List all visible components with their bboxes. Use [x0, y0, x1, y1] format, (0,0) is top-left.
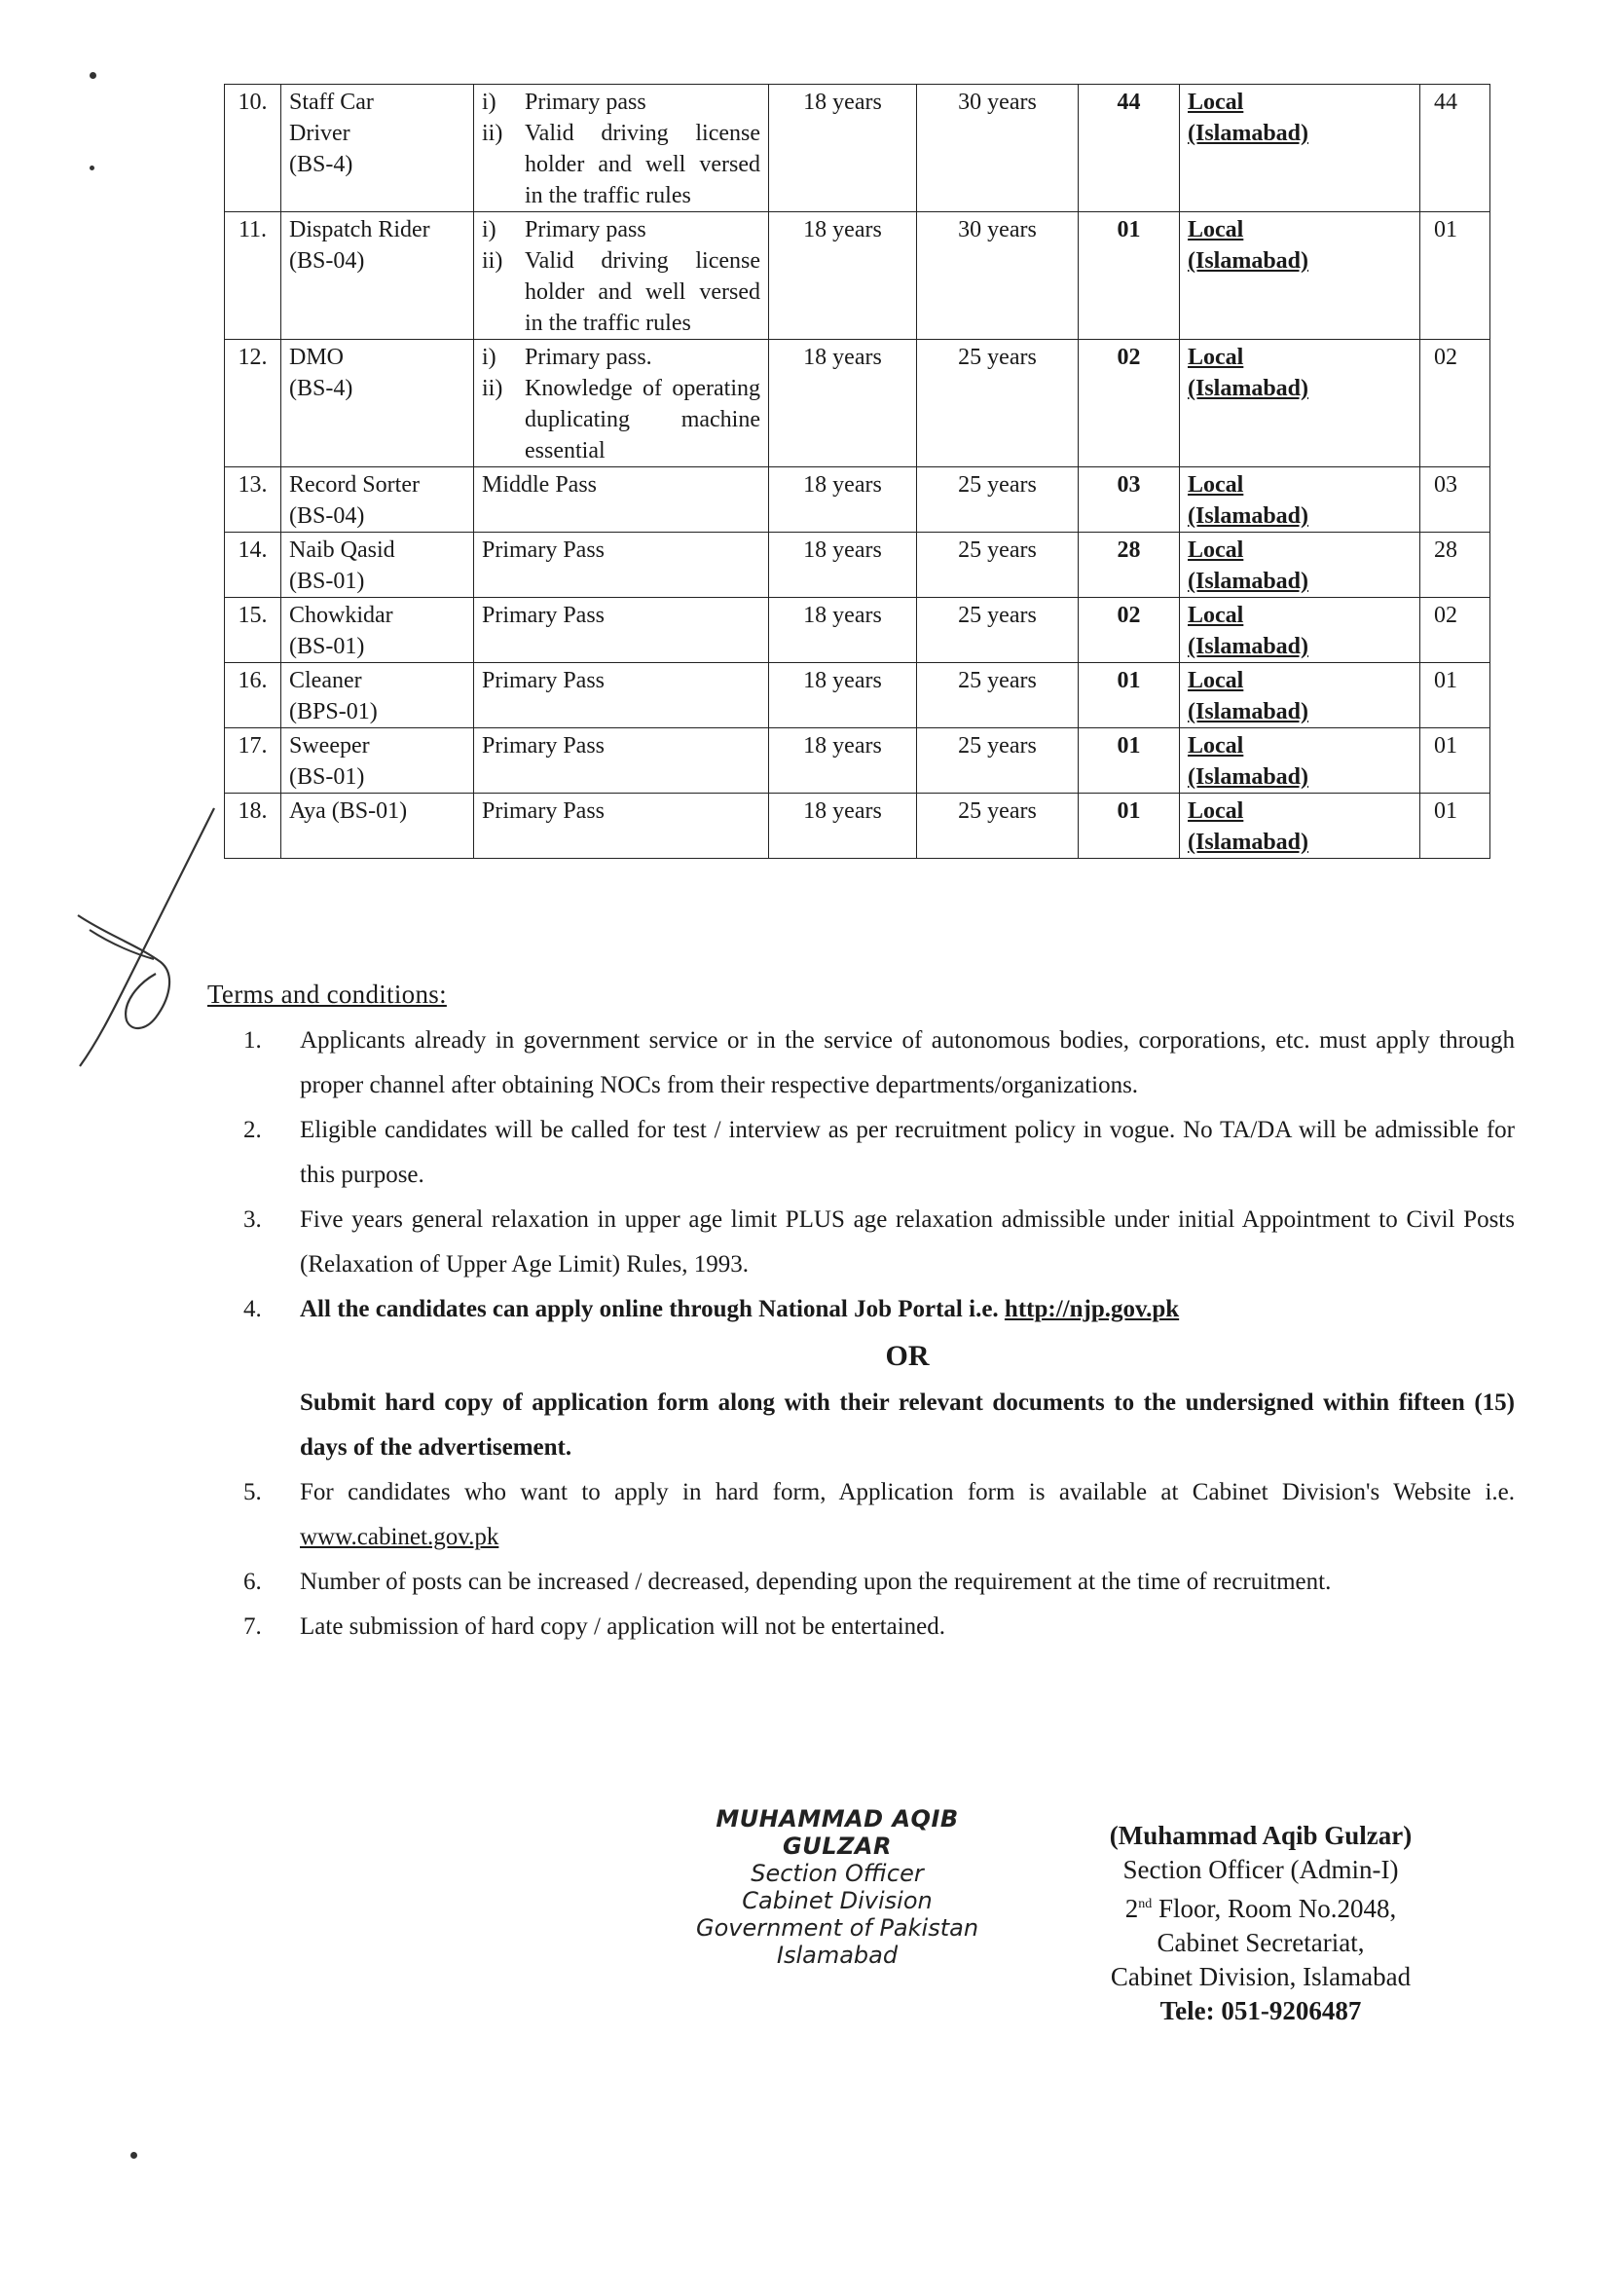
domicile	[1180, 598, 1420, 663]
domicile-city: (Islamabad)	[1188, 699, 1309, 724]
post-name-line: (BS-04)	[289, 248, 365, 274]
number-of-posts: 02	[1079, 598, 1180, 663]
qualification-marker: ii)	[482, 376, 503, 401]
terms-heading: Terms and conditions:	[207, 980, 447, 1009]
qualification-item	[482, 342, 760, 373]
qualification-text: Valid driving license holder and well versed in the traffic rules	[525, 121, 760, 208]
margin-dot	[90, 72, 96, 79]
stamp-line: Cabinet Division	[742, 1887, 933, 1914]
qualification-marker: ii)	[482, 248, 503, 274]
max-age: 25 years	[917, 598, 1079, 663]
max-age: 25 years	[917, 794, 1079, 859]
domicile-local: Local	[1188, 603, 1244, 628]
stamp-line: Government of Pakistan	[695, 1914, 979, 1942]
qualification-text: Primary pass	[525, 217, 646, 242]
max-age: 30 years	[917, 212, 1079, 340]
post-name-line: Naib Qasid	[289, 537, 395, 563]
post-name-line: (BS-4)	[289, 376, 353, 401]
serial-number: 10.	[225, 85, 281, 212]
max-age: 25 years	[917, 663, 1079, 728]
term-item	[243, 1605, 1515, 1649]
table-row	[225, 85, 1490, 212]
number-of-posts: 02	[1079, 340, 1180, 467]
number-of-posts: 01	[1079, 212, 1180, 340]
signatory-name: (Muhammad Aqib Gulzar)	[1109, 1821, 1413, 1850]
term-text-body: For candidates who want to apply in hard form, Application form is available at Cabinet Division's Website i.e.	[300, 1479, 1515, 1505]
table-row	[225, 467, 1490, 533]
table-row	[225, 598, 1490, 663]
qualification: Primary Pass	[474, 794, 769, 859]
table-row	[225, 728, 1490, 794]
post-name	[281, 663, 474, 728]
term-number: 7.	[243, 1613, 262, 1640]
table-row	[225, 212, 1490, 340]
signatory-phone: Tele: 051-9206487	[1159, 1996, 1362, 2025]
domicile-city: (Islamabad)	[1188, 764, 1309, 790]
domicile-local: Local	[1188, 668, 1244, 693]
term-text: Late submission of hard copy / application will not be entertained.	[300, 1613, 946, 1640]
max-age: 25 years	[917, 340, 1079, 467]
min-age: 18 years	[769, 794, 917, 859]
post-name-line: Aya (BS-01)	[289, 798, 408, 824]
number-of-posts: 01	[1079, 794, 1180, 859]
term-number: 2.	[243, 1117, 262, 1143]
margin-dot	[130, 2152, 137, 2159]
domicile-city: (Islamabad)	[1188, 121, 1309, 146]
post-name-line: (BS-01)	[289, 634, 365, 659]
domicile-city: (Islamabad)	[1188, 569, 1309, 594]
serial-number: 13.	[225, 467, 281, 533]
total-posts: 02	[1420, 340, 1490, 467]
domicile-city: (Islamabad)	[1188, 830, 1309, 855]
max-age: 25 years	[917, 728, 1079, 794]
qualification-text: Primary pass	[525, 90, 646, 115]
min-age: 18 years	[769, 598, 917, 663]
qualification: Primary Pass	[474, 728, 769, 794]
term-item	[243, 1198, 1515, 1287]
qualification: Primary Pass	[474, 598, 769, 663]
post-name	[281, 728, 474, 794]
stamp-line: Islamabad	[776, 1942, 899, 1969]
qualification	[474, 212, 769, 340]
term-text	[300, 1287, 1515, 1332]
total-posts: 01	[1420, 794, 1490, 859]
number-of-posts: 01	[1079, 663, 1180, 728]
qualification-item	[482, 214, 760, 245]
qualification: Middle Pass	[474, 467, 769, 533]
serial-number: 14.	[225, 533, 281, 598]
domicile	[1180, 728, 1420, 794]
post-name-line: Record Sorter	[289, 472, 420, 498]
qualification-marker: i)	[482, 345, 496, 370]
term-item	[243, 1470, 1515, 1560]
post-name-line: Driver	[289, 121, 350, 146]
term-item	[243, 1560, 1515, 1605]
table-row	[225, 794, 1490, 859]
post-name-line: (BS-4)	[289, 152, 353, 177]
qualification-item	[482, 245, 760, 339]
domicile-city: (Islamabad)	[1188, 503, 1309, 529]
term-number: 3.	[243, 1206, 262, 1233]
post-name	[281, 85, 474, 212]
min-age: 18 years	[769, 85, 917, 212]
post-name	[281, 794, 474, 859]
total-posts: 01	[1420, 212, 1490, 340]
serial-number: 16.	[225, 663, 281, 728]
domicile-local: Local	[1188, 537, 1244, 563]
post-name-line: Dispatch Rider	[289, 217, 430, 242]
serial-number: 18.	[225, 794, 281, 859]
post-name-line: (BS-01)	[289, 764, 365, 790]
total-posts: 02	[1420, 598, 1490, 663]
qualification-text: Primary pass.	[525, 345, 652, 370]
max-age: 25 years	[917, 533, 1079, 598]
table-row	[225, 663, 1490, 728]
number-of-posts: 03	[1079, 467, 1180, 533]
term-number: 4.	[243, 1296, 262, 1322]
margin-dot	[90, 166, 94, 170]
serial-number: 11.	[225, 212, 281, 340]
term-item	[243, 1018, 1515, 1108]
min-age: 18 years	[769, 728, 917, 794]
domicile-local: Local	[1188, 217, 1244, 242]
min-age: 18 years	[769, 340, 917, 467]
number-of-posts: 01	[1079, 728, 1180, 794]
total-posts: 01	[1420, 663, 1490, 728]
qualification-list	[482, 87, 760, 211]
total-posts: 44	[1420, 85, 1490, 212]
signatory-division: Cabinet Division, Islamabad	[1110, 1962, 1412, 1991]
qualification: Primary Pass	[474, 533, 769, 598]
post-name	[281, 340, 474, 467]
signatory-block	[1061, 1819, 1460, 2028]
domicile	[1180, 85, 1420, 212]
submit-instructions: Submit hard copy of application form along with their relevant documents to the undersigned within fifteen (15) days of the advertisement.	[300, 1389, 1515, 1461]
post-name-line: DMO	[289, 345, 345, 370]
domicile-city: (Islamabad)	[1188, 248, 1309, 274]
term-text: Number of posts can be increased / decreased, depending upon the requirement at the time of recruitment.	[300, 1569, 1332, 1595]
min-age: 18 years	[769, 533, 917, 598]
domicile-local: Local	[1188, 345, 1244, 370]
serial-number: 17.	[225, 728, 281, 794]
qualification-text: Knowledge of operating duplicating machine essential	[525, 376, 760, 463]
domicile-local: Local	[1188, 472, 1244, 498]
qualification-marker: i)	[482, 90, 496, 115]
njp-link[interactable]: http://njp.gov.pk	[1004, 1296, 1180, 1322]
min-age: 18 years	[769, 663, 917, 728]
qualification-list	[482, 214, 760, 339]
term-item	[243, 1287, 1515, 1332]
domicile	[1180, 467, 1420, 533]
max-age: 30 years	[917, 85, 1079, 212]
domicile-local: Local	[1188, 90, 1244, 115]
posts-table	[224, 84, 1490, 859]
qualification-marker: ii)	[482, 121, 503, 146]
term-text-body: All the candidates can apply online through National Job Portal i.e.	[300, 1296, 999, 1322]
term-item	[243, 1108, 1515, 1198]
signature-scribble	[68, 798, 224, 1071]
term-number: 1.	[243, 1027, 262, 1054]
qualification-item	[482, 373, 760, 466]
term-number: 5.	[243, 1479, 262, 1505]
table-row	[225, 533, 1490, 598]
qualification-item	[482, 118, 760, 211]
max-age: 25 years	[917, 467, 1079, 533]
number-of-posts: 28	[1079, 533, 1180, 598]
number-of-posts: 44	[1079, 85, 1180, 212]
domicile	[1180, 663, 1420, 728]
qualification	[474, 340, 769, 467]
floor-rest: Floor, Room No.2048,	[1152, 1894, 1397, 1923]
post-name	[281, 533, 474, 598]
post-name	[281, 467, 474, 533]
qualification-text: Valid driving license holder and well versed in the traffic rules	[525, 248, 760, 336]
domicile-city: (Islamabad)	[1188, 376, 1309, 401]
floor-number: 2	[1124, 1894, 1139, 1923]
domicile	[1180, 212, 1420, 340]
qualification: Primary Pass	[474, 663, 769, 728]
serial-number: 12.	[225, 340, 281, 467]
floor-suffix: nd	[1138, 1897, 1153, 1911]
term-number: 6.	[243, 1569, 262, 1595]
posts-table-body	[225, 85, 1490, 859]
term-text: Eligible candidates will be called for test / interview as per recruitment policy in vogue. No TA/DA will be admissible for this purpose.	[300, 1117, 1515, 1188]
qualification-list	[482, 342, 760, 466]
table-row	[225, 340, 1490, 467]
signatory-floor	[1061, 1887, 1460, 1926]
stamp-name: MUHAMMAD AQIB GULZAR	[716, 1805, 959, 1860]
post-name	[281, 598, 474, 663]
post-name-line: Staff Car	[289, 90, 374, 115]
domicile-local: Local	[1188, 798, 1244, 824]
total-posts: 03	[1420, 467, 1490, 533]
domicile-local: Local	[1188, 733, 1244, 759]
post-name-line: Chowkidar	[289, 603, 393, 628]
total-posts: 28	[1420, 533, 1490, 598]
post-name	[281, 212, 474, 340]
domicile	[1180, 533, 1420, 598]
signatory-title: Section Officer (Admin-I)	[1122, 1855, 1399, 1884]
cabinet-website-link[interactable]: www.cabinet.gov.pk	[300, 1524, 499, 1550]
min-age: 18 years	[769, 212, 917, 340]
domicile	[1180, 340, 1420, 467]
post-name-line: (BS-01)	[289, 569, 365, 594]
total-posts: 01	[1420, 728, 1490, 794]
term-text: Five years general relaxation in upper age limit PLUS age relaxation admissible under initial Appointment to Civil Posts (Relaxation of Upper Age Limit) Rules, 1993.	[300, 1206, 1515, 1278]
stamp-line: Section Officer	[751, 1860, 924, 1887]
terms-list	[243, 1018, 1515, 1649]
post-name-line: Sweeper	[289, 733, 370, 759]
qualification	[474, 85, 769, 212]
min-age: 18 years	[769, 467, 917, 533]
qualification-marker: i)	[482, 217, 496, 242]
serial-number: 15.	[225, 598, 281, 663]
term-text: Applicants already in government service or in the service of autonomous bodies, corporations, etc. must apply through proper channel after obtaining NOCs from their respective departments/organizations.	[300, 1027, 1515, 1098]
qualification-item	[482, 87, 760, 118]
post-name-line: (BS-04)	[289, 503, 365, 529]
domicile-city: (Islamabad)	[1188, 634, 1309, 659]
term-text	[300, 1470, 1515, 1560]
post-name-line: Cleaner	[289, 668, 362, 693]
official-stamp	[662, 1805, 1012, 1969]
signatory-office: Cabinet Secretariat,	[1157, 1928, 1365, 1957]
domicile	[1180, 794, 1420, 859]
or-separator: OR	[885, 1340, 930, 1372]
post-name-line: (BPS-01)	[289, 699, 378, 724]
